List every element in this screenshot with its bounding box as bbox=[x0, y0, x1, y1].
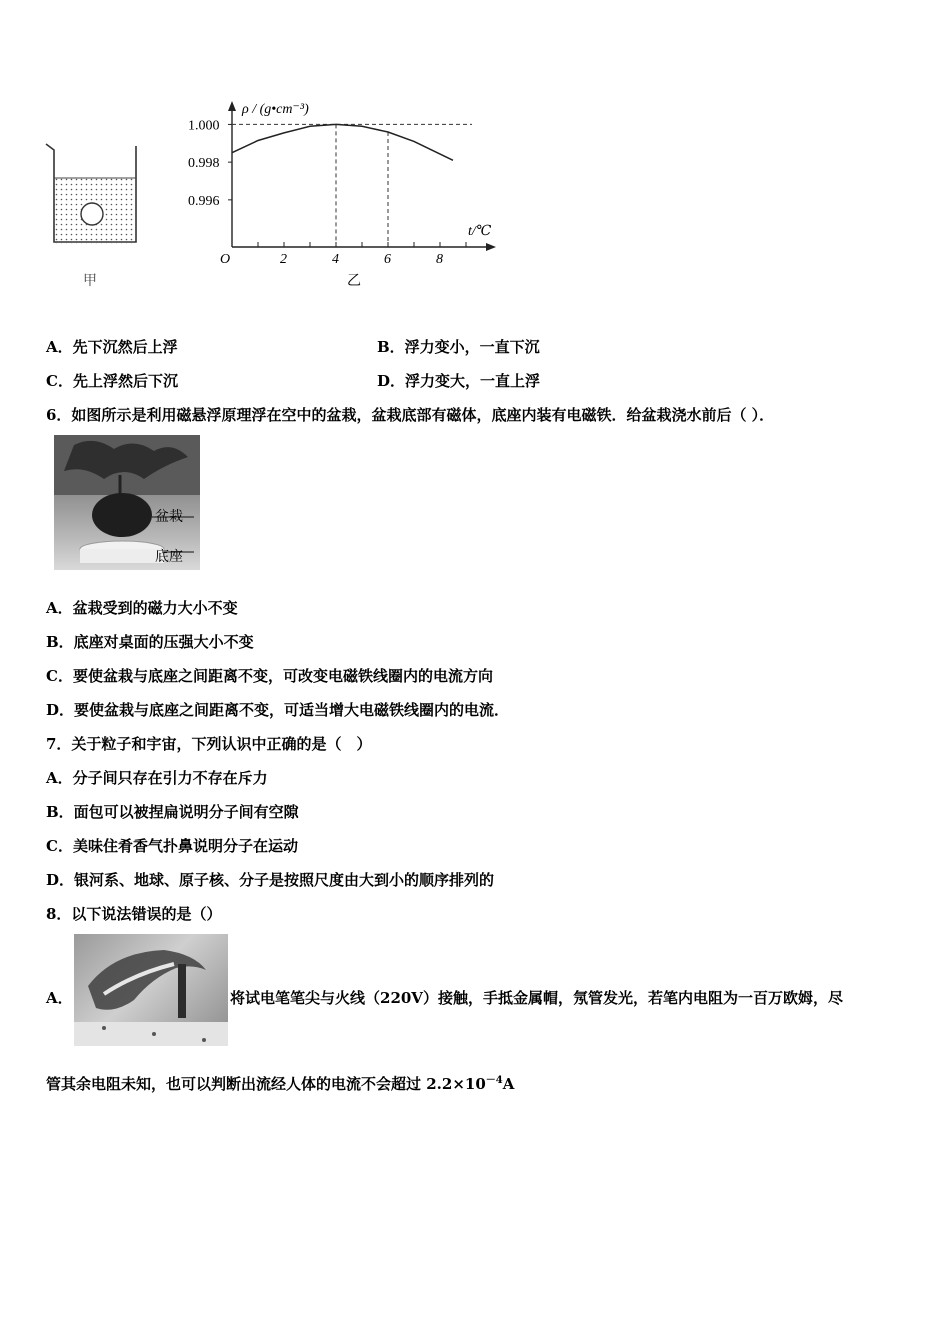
beaker-label: 甲 bbox=[83, 273, 97, 289]
q6-stem: 6．如图所示是利用磁悬浮原理浮在空中的盆栽，盆栽底部有磁体，底座内装有电磁铁．给盆栽浇水前后（ ）． bbox=[46, 406, 775, 424]
origin-label: O bbox=[220, 252, 231, 267]
x-tick-label: 8 bbox=[436, 252, 443, 267]
density-curve bbox=[232, 124, 453, 160]
y-tick-label: 1.000 bbox=[188, 118, 220, 134]
y-axis-label: ρ / (g•cm⁻³) bbox=[242, 102, 309, 117]
q8-option-a-label: A． bbox=[46, 989, 73, 1007]
density-graph bbox=[180, 95, 510, 295]
beaker-figure bbox=[40, 138, 150, 298]
q5-option-a: A．先下沉然后上浮 bbox=[46, 338, 178, 356]
q8-option-a-line1: 将试电笔笔尖与火线（220V）接触，手抵金属帽，氖管发光，若笔内电阻为一百万欧姆，尽 bbox=[230, 989, 843, 1007]
q5-option-b: B．浮力变小，一直下沉 bbox=[377, 338, 540, 356]
x-axis-arrow bbox=[486, 243, 496, 251]
graph-caption: 乙 bbox=[347, 274, 361, 289]
q8-option-a-line2: 管其余电阻未知，也可以判断出流经人体的电流不会超过 2.2×10 bbox=[46, 1075, 486, 1093]
q6-option-c: C．要使盆栽与底座之间距离不变，可改变电磁铁线圈内的电流方向 bbox=[46, 667, 493, 685]
density-graph-svg bbox=[180, 95, 510, 295]
y-tick-label: 0.996 bbox=[188, 193, 220, 209]
q8-option-a-line2-wrap bbox=[46, 1073, 514, 1094]
q8-option-a-unit: A bbox=[502, 1075, 515, 1093]
q8-option-a-exponent: －4 bbox=[485, 1075, 503, 1086]
maglev-planter-photo bbox=[54, 435, 200, 570]
x-tick-label: 6 bbox=[384, 252, 391, 267]
photo-label-base: 底座 bbox=[155, 549, 183, 565]
photo-label-pot: 盆栽 bbox=[155, 509, 183, 525]
q8-stem: 8．以下说法错误的是（） bbox=[46, 905, 222, 923]
x-tick-label: 2 bbox=[280, 252, 287, 267]
q7-stem: 7．关于粒子和宇宙，下列认识中正确的是（ ） bbox=[46, 735, 372, 753]
q7-option-a: A．分子间只存在引力不存在斥力 bbox=[46, 769, 268, 787]
ball bbox=[81, 203, 103, 225]
q7-option-d: D．银河系、地球、原子核、分子是按照尺度由大到小的顺序排列的 bbox=[46, 871, 495, 889]
x-axis-label: t/℃ bbox=[468, 224, 492, 239]
q7-option-c: C．美味住肴香气扑鼻说明分子在运动 bbox=[46, 837, 298, 855]
q7-option-b: B．面包可以被捏扁说明分子间有空隙 bbox=[46, 803, 299, 821]
q5-option-d: D．浮力变大，一直上浮 bbox=[377, 372, 541, 390]
x-tick-label: 4 bbox=[332, 252, 339, 267]
q6-option-b: B．底座对桌面的压强大小不变 bbox=[46, 633, 254, 651]
y-tick-label: 0.998 bbox=[188, 156, 220, 172]
q6-option-a: A．盆栽受到的磁力大小不变 bbox=[46, 599, 238, 617]
q5-option-c: C．先上浮然后下沉 bbox=[46, 372, 178, 390]
q6-option-d: D．要使盆栽与底座之间距离不变，可适当增大电磁铁线圈内的电流． bbox=[46, 701, 510, 719]
y-axis-arrow bbox=[228, 101, 236, 111]
test-pen-photo bbox=[74, 934, 228, 1046]
